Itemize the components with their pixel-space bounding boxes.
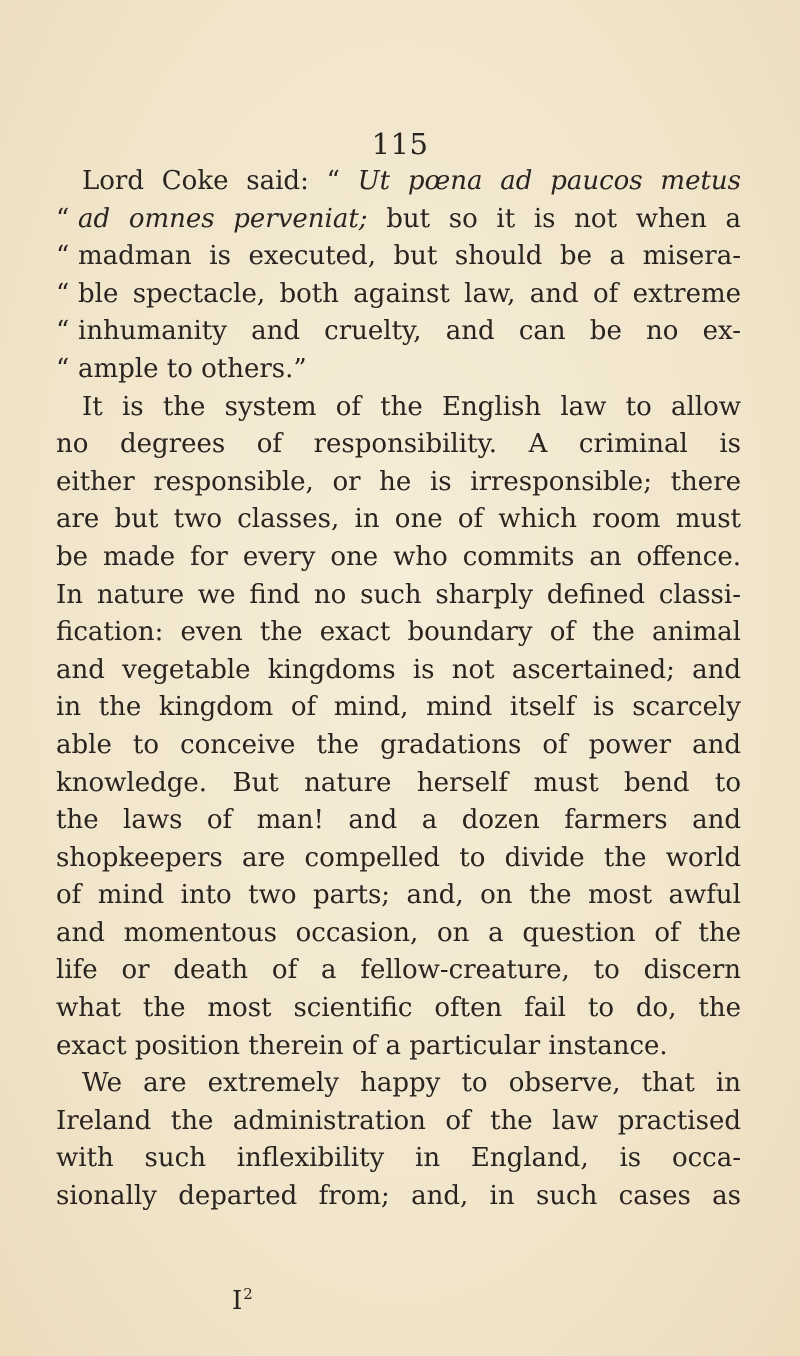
quote-line-6 [56,351,741,389]
quote-mark: “ [56,203,70,234]
paragraph-1-line: exact position therein of a particular instance. [56,1030,668,1061]
quote-mark: “ [56,353,70,384]
paragraph-1-line: In nature we find no such sharply defined classi- [56,579,741,610]
paragraph-1-line: and vegetable kingdoms is not ascertained; and [56,654,741,685]
quote-mark: “ [56,278,70,309]
latin-quote: ad omnes perveniat; [78,203,368,234]
quote-text: but so it is not when a [367,203,741,234]
paragraph-1-line: no degrees of responsibility. A criminal is [56,429,741,460]
quote-line-4 [56,276,741,314]
paragraph-1-line: are but two classes, in one of which room must [56,504,741,535]
quote-line-2 [56,201,741,239]
quote-text: ble spectacle, both against law, and of extreme [78,278,741,309]
signature-number: 2 [243,1285,253,1303]
latin-quote: Ut pœna ad paucos metus [357,166,742,196]
paragraph-2-line: Ireland the administration of the law practised [56,1105,741,1136]
quote-mark: “ [326,166,340,196]
signature-letter: I [232,1286,243,1316]
paragraph-1-line: It is the system of the English law to allow [82,391,741,422]
paragraph-1-line: shopkeepers are compelled to divide the world [56,842,741,873]
quote-mark: “ [56,316,70,347]
paragraph-1-line: life or death of a fellow-creature, to discern [56,955,741,986]
body-text [56,163,741,1216]
signature-mark [232,1287,253,1314]
paragraph-1-line: in the kingdom of mind, mind itself is scarcely [56,692,741,723]
paragraph-1-line: and momentous occasion, on a question of the [56,917,741,948]
quote-mark: “ [56,241,70,272]
paragraph-1-line: what the most scientific often fail to do, the [56,993,741,1024]
paragraph-1-line: the laws of man! and a dozen farmers and [56,805,741,836]
paragraph-2-line: We are extremely happy to observe, that in [82,1068,741,1099]
quote-text: inhumanity and cruelty, and can be no ex- [78,316,741,347]
paragraph-1-line: able to conceive the gradations of power and [56,729,741,760]
quote-line-3 [56,238,741,276]
quote-line-5 [56,313,741,351]
paragraph-1-line: either responsible, or he is irresponsible; there [56,466,741,497]
paragraph-1-line: fication: even the exact boundary of the animal [56,617,741,648]
quote-intro: Lord Coke said: [82,166,327,196]
quote-line-1 [56,163,741,201]
page-number: 115 [371,127,429,161]
paragraph-1-line: knowledge. But nature herself must bend to [56,767,741,798]
paragraph-1-line: be made for every one who commits an offence. [56,541,741,572]
paragraph-2-line: sionally departed from; and, in such cases as [56,1181,741,1212]
quote-text: madman is executed, but should be a misera- [78,241,741,272]
paragraph-2-line: with such inflexibility in England, is occa- [56,1143,741,1174]
paragraph-1-line: of mind into two parts; and, on the most awful [56,880,741,911]
quote-text: ample to others.” [78,353,307,384]
